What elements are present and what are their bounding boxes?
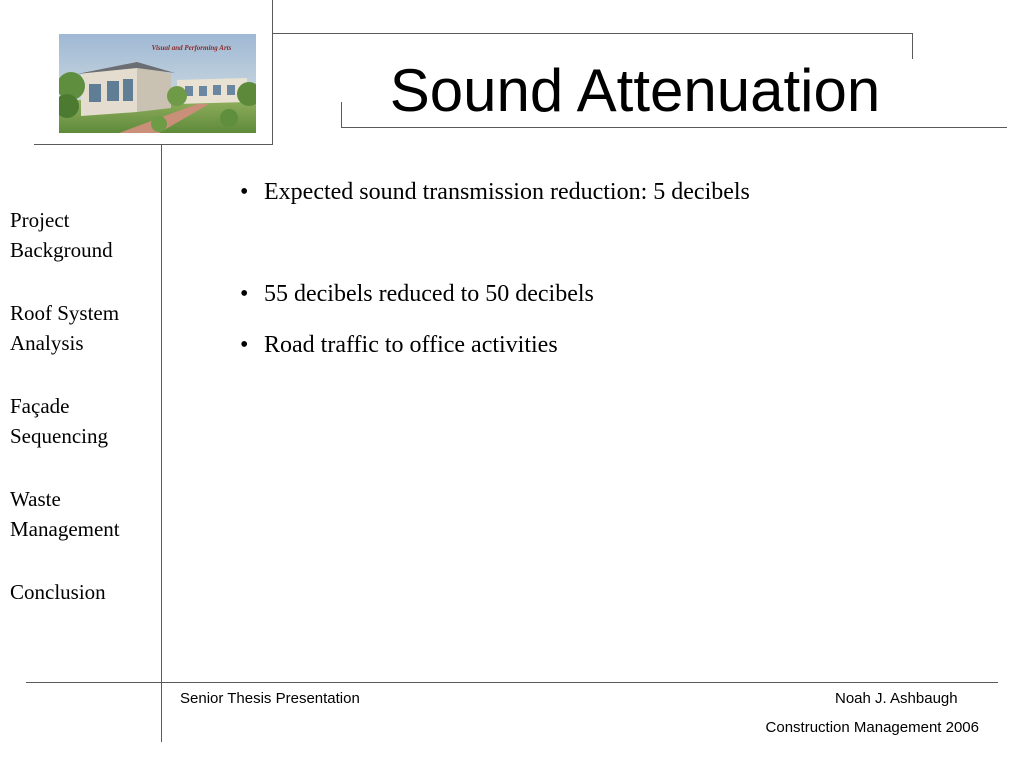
sidebar-item-label: Roof System [10, 301, 120, 325]
sidebar-item-label: Management [10, 517, 120, 541]
bullet-glyph: • [240, 281, 249, 307]
sidebar-item-label: Façade [10, 394, 70, 418]
footer-divider-line [26, 682, 998, 683]
sidebar-item-conclusion[interactable] [10, 577, 158, 607]
footer-author: Noah J. Ashbaugh [835, 690, 958, 707]
sidebar-item-label: Sequencing [10, 424, 108, 448]
title-bottom-tick [341, 102, 342, 128]
logo-frame-bottom-line [34, 144, 273, 145]
bullet-text: Road traffic to office activities [264, 332, 558, 358]
bullet-glyph: • [240, 179, 249, 205]
sidebar-item-label: Analysis [10, 331, 84, 355]
sidebar-item-label: Conclusion [10, 580, 106, 604]
bullet-text: 55 decibels reduced to 50 decibels [264, 281, 594, 307]
footer-presentation: Senior Thesis Presentation [180, 690, 360, 707]
bullet-item [240, 176, 1000, 208]
bullet-glyph: • [240, 332, 249, 358]
sidebar-divider-line [161, 144, 162, 742]
bullet-text: Expected sound transmission reduction: 5 decibels [264, 179, 750, 205]
sidebar-nav [10, 205, 158, 607]
project-rendering-image [59, 34, 256, 133]
sidebar-item-label: Waste [10, 487, 61, 511]
sidebar-item-project-background[interactable] [10, 205, 158, 265]
sidebar-item-roof-system-analysis[interactable] [10, 298, 158, 358]
logo-caption-text: Visual and Performing Arts [151, 44, 232, 52]
slide-title: Sound Attenuation [389, 57, 881, 124]
sidebar-item-label: Background [10, 238, 113, 262]
slide-content [240, 176, 1000, 361]
sidebar-item-facade-sequencing[interactable] [10, 391, 158, 451]
sidebar-item-label: Project [10, 208, 70, 232]
footer-program: Construction Management 2006 [765, 719, 979, 736]
title-bottom-line [341, 127, 1007, 128]
title-top-line [272, 33, 913, 34]
bullet-item [240, 329, 1000, 361]
logo-frame-right-line [272, 0, 273, 145]
sidebar-item-waste-management[interactable] [10, 484, 158, 544]
bullet-item [240, 278, 1000, 310]
